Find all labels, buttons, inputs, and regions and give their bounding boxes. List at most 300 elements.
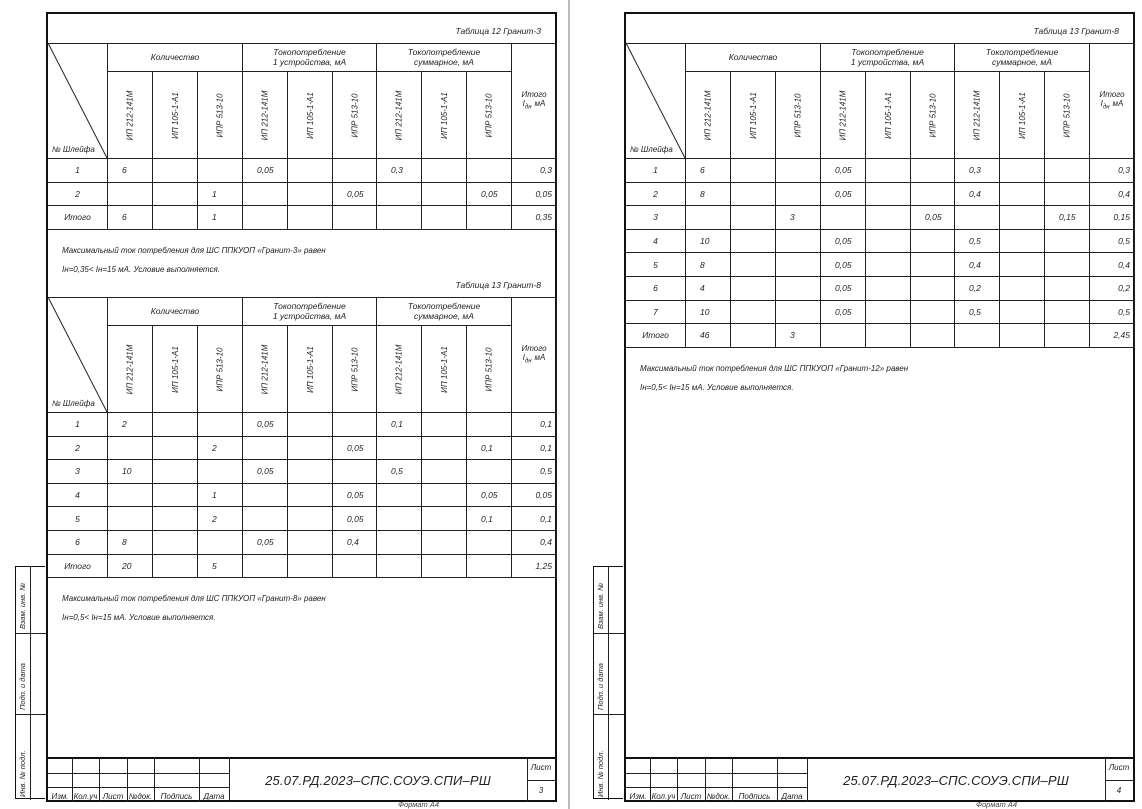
title-block: [48, 757, 555, 802]
stamp-label: Подпись: [738, 792, 771, 801]
table-cell: 0,1: [467, 437, 512, 461]
stamp-label: Кол.уч: [651, 792, 676, 801]
column-header-label: ИП 105-1-А1: [170, 345, 180, 393]
table-cell: 0,1: [512, 507, 557, 531]
table-cell: [911, 183, 955, 207]
table-cell: [911, 253, 955, 277]
table-cell: [333, 413, 377, 437]
column-header: [911, 72, 955, 159]
column-header-label: ИПР 513-10: [215, 93, 225, 137]
group-header: Токопотребление 1 устройства, мА: [243, 297, 377, 326]
table-cell: 0,4: [512, 531, 557, 555]
side-strip-label: Инв. № подл.: [596, 750, 605, 797]
table-cell: 2: [48, 183, 108, 207]
page-frame: [624, 12, 1135, 802]
table-cell: 0,4: [333, 531, 377, 555]
table-cell: 2: [626, 183, 686, 207]
table-cell: 0,05: [333, 183, 377, 207]
table-cell: 0,05: [911, 206, 955, 230]
table-cell: [333, 159, 377, 183]
table-cell: 0,05: [243, 159, 288, 183]
total-header: [512, 297, 557, 413]
column-header-label: ИПР 513-10: [215, 347, 225, 391]
column-header-label: ИПР 513-10: [793, 93, 803, 137]
table-cell: 0,2: [1090, 277, 1135, 301]
total-row-cell: [1045, 324, 1090, 348]
table-cell: [911, 230, 955, 254]
table-cell: [422, 531, 467, 555]
column-header-label: ИПР 513-10: [350, 347, 359, 391]
side-strip-label: Подп. и дата: [18, 663, 27, 710]
table-cell: [153, 183, 198, 207]
table-cell: 8: [108, 531, 153, 555]
table-cell: 0,3: [377, 159, 422, 183]
table-cell: [198, 159, 243, 183]
table-cell: [731, 230, 776, 254]
column-header-label: ИПР 513-10: [350, 93, 359, 137]
table-cell: 0,05: [512, 183, 557, 207]
column-header: [422, 72, 467, 159]
total-row-cell: Итого: [48, 206, 108, 230]
table-cell: [1045, 230, 1090, 254]
table-cell: [467, 413, 512, 437]
table-cell: 10: [686, 301, 731, 325]
column-header: [731, 72, 776, 159]
table-cell: 4: [48, 484, 108, 508]
stamp-row-line: [1105, 780, 1133, 781]
table-cell: 5: [48, 507, 108, 531]
table-cell: [866, 301, 911, 325]
total-header-label: Итого: [521, 344, 547, 354]
row-header-cell: [626, 43, 686, 159]
table-cell: 0,1: [377, 413, 422, 437]
table-cell: [108, 437, 153, 461]
total-row-cell: [467, 555, 512, 579]
table-cell: 1: [198, 183, 243, 207]
table-cell: 0,5: [955, 301, 1000, 325]
table-cell: [866, 230, 911, 254]
stamp-label: Дата: [781, 792, 803, 801]
stamp-label: Кол.уч: [73, 792, 98, 801]
total-subscript: дн: [1102, 104, 1110, 111]
table-cell: 0,5: [1090, 230, 1135, 254]
table-cell: [288, 159, 333, 183]
total-row-cell: 0,35: [512, 206, 557, 230]
table-cell: [1045, 253, 1090, 277]
table-cell: 2: [198, 437, 243, 461]
table-cell: 0,3: [512, 159, 557, 183]
total-header: [1090, 43, 1135, 159]
column-header: [288, 326, 333, 413]
table-cell: [422, 183, 467, 207]
table-cell: [108, 484, 153, 508]
table-cell: 0,4: [1090, 183, 1135, 207]
table-cell: [198, 413, 243, 437]
table-cell: [1000, 277, 1045, 301]
table-cell: 4: [626, 230, 686, 254]
stamp-label: №док.: [128, 792, 153, 801]
table-cell: [422, 437, 467, 461]
side-strip: [15, 566, 45, 799]
table-title: Таблица 12 Гранит-3: [455, 26, 541, 36]
column-header-label: ИПР 513-10: [928, 93, 937, 137]
table-cell: [1045, 183, 1090, 207]
table-cell: 0,05: [821, 301, 866, 325]
page-frame: [46, 12, 557, 802]
table-cell: 1: [48, 159, 108, 183]
column-header-label: ИП 212-141М: [260, 344, 270, 394]
note-text: Максимальный ток потребления для ШС ППКУОП «Гранит-8» равен: [62, 594, 326, 604]
column-header-label: ИП 212-141М: [394, 344, 404, 394]
total-row-cell: [153, 555, 198, 579]
table-cell: 3: [776, 206, 821, 230]
table-cell: [731, 301, 776, 325]
column-header-label: ИП 212-141М: [838, 90, 848, 140]
column-header: [467, 72, 512, 159]
total-unit: мА: [1112, 99, 1124, 109]
table-cell: [422, 484, 467, 508]
column-header-label: ИП 105-1-А1: [439, 345, 449, 393]
table-cell: [377, 531, 422, 555]
column-header: [243, 326, 288, 413]
total-header-label: Итого: [521, 90, 547, 100]
total-subscript: дн: [524, 358, 532, 365]
table-cell: [1045, 159, 1090, 183]
note-text: Iн=0,35< Iн=15 мА. Условие выполняется.: [62, 264, 220, 274]
table-cell: [776, 230, 821, 254]
column-header: [153, 326, 198, 413]
table-cell: [198, 531, 243, 555]
note-text: Iн=0,5< Iн=15 мА. Условие выполняется.: [62, 613, 216, 623]
total-row-cell: [377, 555, 422, 579]
table-cell: 5: [626, 253, 686, 277]
column-header: [776, 72, 821, 159]
total-row-cell: 46: [686, 324, 731, 348]
total-unit: мА: [534, 99, 546, 109]
total-symbol: I: [522, 99, 525, 109]
table-cell: [153, 159, 198, 183]
column-header: [288, 72, 333, 159]
stamp-label: Лист: [680, 792, 702, 801]
table-cell: 2: [108, 413, 153, 437]
total-row-cell: [422, 555, 467, 579]
total-row-cell: [422, 206, 467, 230]
table-cell: [422, 413, 467, 437]
table-cell: [153, 484, 198, 508]
table-cell: 0,05: [821, 253, 866, 277]
group-header: Токопотребление 1 устройства, мА: [821, 43, 955, 72]
column-header: [198, 72, 243, 159]
stamp-row-line: [626, 787, 807, 788]
column-header: [866, 72, 911, 159]
table-cell: [377, 484, 422, 508]
page-divider: [568, 0, 570, 809]
column-header-label: ИПР 513-10: [1062, 93, 1072, 137]
table-cell: 0,5: [512, 460, 557, 484]
table-cell: 3: [626, 206, 686, 230]
table-cell: [108, 507, 153, 531]
table-cell: 2: [198, 507, 243, 531]
table-cell: 0,05: [243, 413, 288, 437]
column-header-label: ИП 105-1-А1: [305, 345, 315, 393]
table-cell: [911, 301, 955, 325]
table-cell: [866, 159, 911, 183]
title-block: [626, 757, 1133, 802]
total-unit: мА: [534, 353, 546, 363]
total-row-cell: [955, 324, 1000, 348]
total-row-cell: [1000, 324, 1045, 348]
strip-line: [594, 714, 624, 715]
table-cell: [1000, 230, 1045, 254]
total-row-cell: [243, 555, 288, 579]
sheet-number: 4: [1116, 786, 1122, 795]
row-header-cell: [48, 297, 108, 413]
total-row-cell: 6: [108, 206, 153, 230]
total-row-cell: [153, 206, 198, 230]
table-cell: [422, 507, 467, 531]
stamp-row-line: [48, 773, 229, 774]
table-cell: 0,05: [333, 507, 377, 531]
total-row-cell: [911, 324, 955, 348]
table-title: Таблица 13 Гранит-8: [455, 280, 541, 290]
total-header: [512, 43, 557, 159]
table-cell: 0,05: [467, 484, 512, 508]
table-cell: 6: [48, 531, 108, 555]
table-cell: 0,05: [512, 484, 557, 508]
total-row-cell: [821, 324, 866, 348]
table-cell: [198, 460, 243, 484]
table-cell: 0,05: [467, 183, 512, 207]
table-cell: [776, 277, 821, 301]
table-cell: 0,15: [1090, 206, 1135, 230]
column-header-label: ИП 105-1-А1: [748, 91, 758, 139]
table-cell: [153, 460, 198, 484]
table-cell: 0,5: [377, 460, 422, 484]
total-row-cell: Итого: [626, 324, 686, 348]
column-header: [377, 326, 422, 413]
stamp-row-line: [626, 773, 807, 774]
table-cell: [776, 301, 821, 325]
table-cell: 3: [48, 460, 108, 484]
strip-line: [594, 633, 624, 634]
table-cell: 0,1: [467, 507, 512, 531]
table-cell: [1045, 277, 1090, 301]
total-row-cell: [333, 555, 377, 579]
document-code: 25.07.РД.2023–СПС.СОУЭ.СПИ–РШ: [843, 773, 1069, 788]
side-strip-label: Взам. инв. №: [18, 582, 27, 629]
table-cell: 0,05: [821, 159, 866, 183]
column-header: [108, 72, 153, 159]
table-cell: [333, 460, 377, 484]
table-cell: 6: [108, 159, 153, 183]
side-strip-label: Подп. и дата: [596, 663, 605, 710]
table-cell: [1045, 301, 1090, 325]
table-cell: [288, 413, 333, 437]
table-cell: 0,4: [955, 183, 1000, 207]
table-cell: [866, 183, 911, 207]
column-header-label: ИП 105-1-А1: [305, 91, 315, 139]
table-cell: [1000, 183, 1045, 207]
column-header: [333, 72, 377, 159]
format-label: Формат А4: [398, 800, 440, 809]
row-header-label: № Шлейфа: [52, 145, 95, 154]
table-cell: 0,1: [512, 413, 557, 437]
table-cell: 0,05: [243, 531, 288, 555]
group-header: Количество: [686, 43, 821, 72]
note-text: Максимальный ток потребления для ШС ППКУОП «Гранит-12» равен: [640, 363, 909, 373]
table-cell: [731, 206, 776, 230]
table-cell: [288, 484, 333, 508]
table-cell: [731, 277, 776, 301]
row-header-label: № Шлейфа: [630, 145, 673, 154]
column-header: [198, 326, 243, 413]
table-cell: 0,5: [1090, 301, 1135, 325]
column-header: [377, 72, 422, 159]
column-header: [821, 72, 866, 159]
side-strip-label: Инв. № подл.: [18, 750, 27, 797]
group-header: Токопотребление суммарное, мА: [377, 43, 512, 72]
table-cell: 0,3: [955, 159, 1000, 183]
total-row-cell: [333, 206, 377, 230]
total-row-cell: [377, 206, 422, 230]
sheet-number: 3: [538, 786, 544, 795]
total-row-cell: 1: [198, 206, 243, 230]
table-cell: 10: [108, 460, 153, 484]
total-row-cell: 1,25: [512, 555, 557, 579]
column-header: [333, 326, 377, 413]
table-cell: 0,5: [955, 230, 1000, 254]
stamp-label: Изм.: [51, 792, 69, 801]
table-cell: [243, 183, 288, 207]
table-cell: [1000, 206, 1045, 230]
table-cell: 6: [686, 159, 731, 183]
group-header: Количество: [108, 297, 243, 326]
table-cell: [467, 531, 512, 555]
table-cell: [153, 531, 198, 555]
table-cell: 1: [626, 159, 686, 183]
column-header: [243, 72, 288, 159]
table-cell: [153, 413, 198, 437]
total-row-cell: 20: [108, 555, 153, 579]
table-title: Таблица 13 Гранит-8: [1033, 26, 1119, 36]
strip-line: [16, 633, 46, 634]
table-cell: 0,4: [955, 253, 1000, 277]
total-row-cell: [731, 324, 776, 348]
table-cell: [866, 253, 911, 277]
column-header: [686, 72, 731, 159]
column-header: [108, 326, 153, 413]
table-cell: [1000, 301, 1045, 325]
strip-line: [16, 714, 46, 715]
column-header: [955, 72, 1000, 159]
total-row-cell: [288, 555, 333, 579]
row-header-cell: [48, 43, 108, 159]
table-cell: [288, 531, 333, 555]
column-header-label: ИП 105-1-А1: [439, 91, 449, 139]
column-header-label: ИП 105-1-А1: [170, 91, 180, 139]
total-row-cell: 3: [776, 324, 821, 348]
table-cell: 2: [48, 437, 108, 461]
table-cell: 0,05: [333, 484, 377, 508]
table-cell: [288, 507, 333, 531]
table-cell: [422, 460, 467, 484]
column-header-label: ИП 212-141М: [703, 90, 713, 140]
stamp-label: Лист: [102, 792, 124, 801]
strip-line: [30, 567, 31, 800]
column-header: [1000, 72, 1045, 159]
table-cell: [1000, 159, 1045, 183]
total-header-unit: [523, 99, 546, 111]
total-row-cell: 2,45: [1090, 324, 1135, 348]
table-cell: 0,05: [821, 230, 866, 254]
table-cell: [467, 460, 512, 484]
strip-line: [608, 567, 609, 800]
note-text: Iн=0,5< Iн=15 мА. Условие выполняется.: [640, 382, 794, 392]
total-symbol: I: [1100, 99, 1103, 109]
total-header-unit: [1101, 99, 1124, 111]
table-cell: [377, 507, 422, 531]
column-header: [422, 326, 467, 413]
side-strip: [593, 566, 623, 799]
table-cell: 6: [626, 277, 686, 301]
table-cell: [731, 253, 776, 277]
table-cell: [288, 460, 333, 484]
table-cell: [866, 277, 911, 301]
table-cell: 1: [198, 484, 243, 508]
column-header-label: ИП 105-1-А1: [883, 91, 893, 139]
table-cell: 4: [686, 277, 731, 301]
table-cell: [377, 183, 422, 207]
table-cell: [153, 437, 198, 461]
stamp-row-line: [48, 787, 229, 788]
stamp-label: №док.: [706, 792, 731, 801]
table-cell: [686, 206, 731, 230]
table-cell: [467, 159, 512, 183]
column-header-label: ИП 212-141М: [125, 344, 135, 394]
table-cell: [821, 206, 866, 230]
total-row-cell: 5: [198, 555, 243, 579]
table-cell: [731, 159, 776, 183]
table-cell: 8: [686, 183, 731, 207]
table-cell: 0,05: [821, 277, 866, 301]
table-cell: [776, 183, 821, 207]
table-cell: 0,3: [1090, 159, 1135, 183]
table-cell: [776, 159, 821, 183]
table-cell: 10: [686, 230, 731, 254]
stamp-label: Дата: [203, 792, 225, 801]
table-cell: [153, 507, 198, 531]
total-row-cell: [243, 206, 288, 230]
table-cell: [731, 183, 776, 207]
total-subscript: дн: [524, 104, 532, 111]
total-row-cell: Итого: [48, 555, 108, 579]
table-cell: [866, 206, 911, 230]
document-code: 25.07.РД.2023–СПС.СОУЭ.СПИ–РШ: [265, 773, 491, 788]
total-symbol: I: [522, 353, 525, 363]
format-label: Формат А4: [976, 800, 1018, 809]
column-header-label: ИП 105-1-А1: [1017, 91, 1027, 139]
total-row-cell: [288, 206, 333, 230]
column-header-label: ИПР 513-10: [484, 347, 494, 391]
table-cell: [243, 484, 288, 508]
column-header-label: ИПР 513-10: [484, 93, 494, 137]
table-cell: 0,2: [955, 277, 1000, 301]
table-cell: [911, 159, 955, 183]
total-header-label: Итого: [1099, 90, 1125, 100]
table-cell: 7: [626, 301, 686, 325]
table-cell: 0,4: [1090, 253, 1135, 277]
group-header: Токопотребление суммарное, мА: [955, 43, 1090, 72]
